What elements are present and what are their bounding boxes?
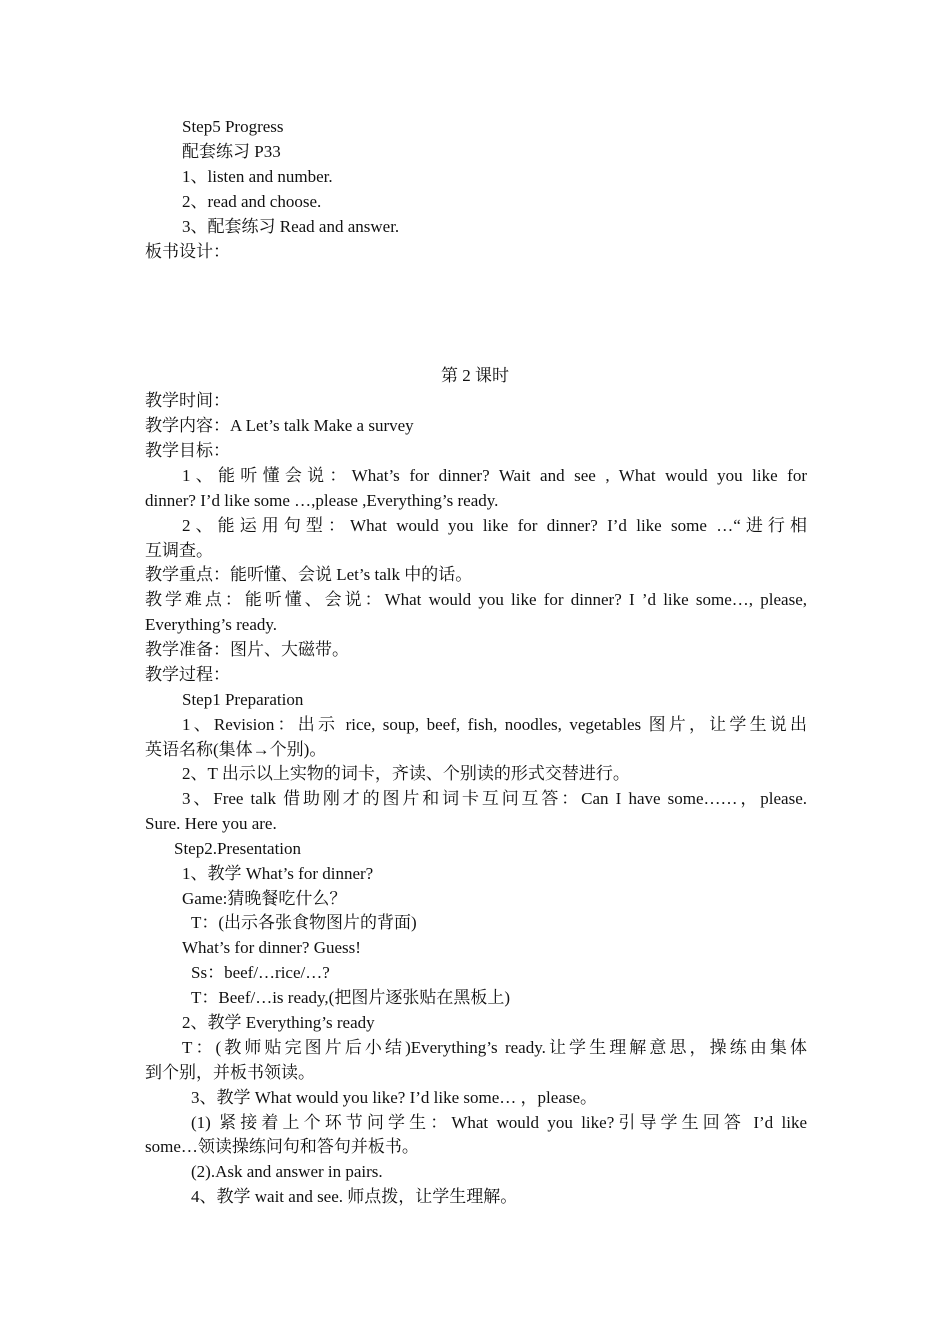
text-line: T：Beef/…is ready,(把图片逐张贴在黑板上) <box>191 988 511 1007</box>
step5-heading: Step5 Progress <box>182 117 284 136</box>
text-line: 2、T 出示以上实物的词卡，齐读、个别读的形式交替进行。 <box>182 764 630 783</box>
text-line: 板书设计： <box>145 242 230 261</box>
text-line: 1、能听懂会说：What’s for dinner? Wait and see , What would you like for <box>182 466 807 485</box>
text-line: 3、配套练习 Read and answer. <box>182 217 400 236</box>
text-line: 教学过程： <box>145 665 230 684</box>
text-line: 教学时间： <box>145 391 230 410</box>
text-line: What’s for dinner? Guess! <box>182 938 361 957</box>
text-line: 3、教学 What would you like? I’d like some… ，please。 <box>191 1088 598 1107</box>
text-line: 2、read and choose. <box>182 192 322 211</box>
step2-heading: Step2.Presentation <box>174 839 302 858</box>
text-line: 1、listen and number. <box>182 167 333 186</box>
text-line: (2).Ask and answer in pairs. <box>191 1162 383 1181</box>
text-line: Ss：beef/…rice/…? <box>191 963 330 982</box>
lesson-title: 第 2 课时 <box>441 366 509 385</box>
text-line: dinner? I’d like some …,please ,Everything’s ready. <box>145 491 499 510</box>
text-line: 1、Revision：出示 rice, soup, beef, fish, noodles, vegetables 图片，让学生说出 <box>182 715 807 734</box>
text-line: 2、能运用句型：What would you like for dinner? I’d like some …“进行相 <box>182 516 807 535</box>
text-line: 配套练习 P33 <box>182 142 281 161</box>
text-line: Sure. Here you are. <box>145 814 277 833</box>
text-line: 2、教学 Everything’s ready <box>182 1013 375 1032</box>
text-line: 互调查。 <box>145 541 213 560</box>
text-line: 教学目标： <box>145 441 230 460</box>
text-line: 教学准备：图片、大磁带。 <box>145 640 349 659</box>
step1-heading: Step1 Preparation <box>182 690 304 709</box>
text-line: T：(出示各张食物图片的背面) <box>191 913 417 932</box>
text-line: some…领读操练问句和答句并板书。 <box>145 1137 419 1156</box>
text-line: 3、Free talk 借助刚才的图片和词卡互问互答：Can I have some……，please. <box>182 789 807 808</box>
text-line: 1、教学 What’s for dinner? <box>182 864 374 883</box>
text-line: 4、教学 wait and see. 师点拨，让学生理解。 <box>191 1187 518 1206</box>
text-line: Everything’s ready. <box>145 615 278 634</box>
text-line: 教学重点：能听懂、会说 Let’s talk 中的话。 <box>145 565 473 584</box>
text-line: 教学内容：A Let’s talk Make a survey <box>145 416 414 435</box>
text-line: (1) 紧接着上个环节问学生：What would you like?引导学生回答 I’d like <box>191 1113 807 1132</box>
text-line: 英语名称(集体→个别)。 <box>145 740 327 759</box>
text-line: 到个别，并板书领读。 <box>145 1063 315 1082</box>
text-line: T：(教师贴完图片后小结)Everything’s ready.让学生理解意思，操练由集体 <box>182 1038 807 1057</box>
text-line: 教学难点：能听懂、会说：What would you like for dinner? I ’d like some…, please, <box>145 590 807 609</box>
text-line: Game:猜晚餐吃什么？ <box>182 889 347 908</box>
